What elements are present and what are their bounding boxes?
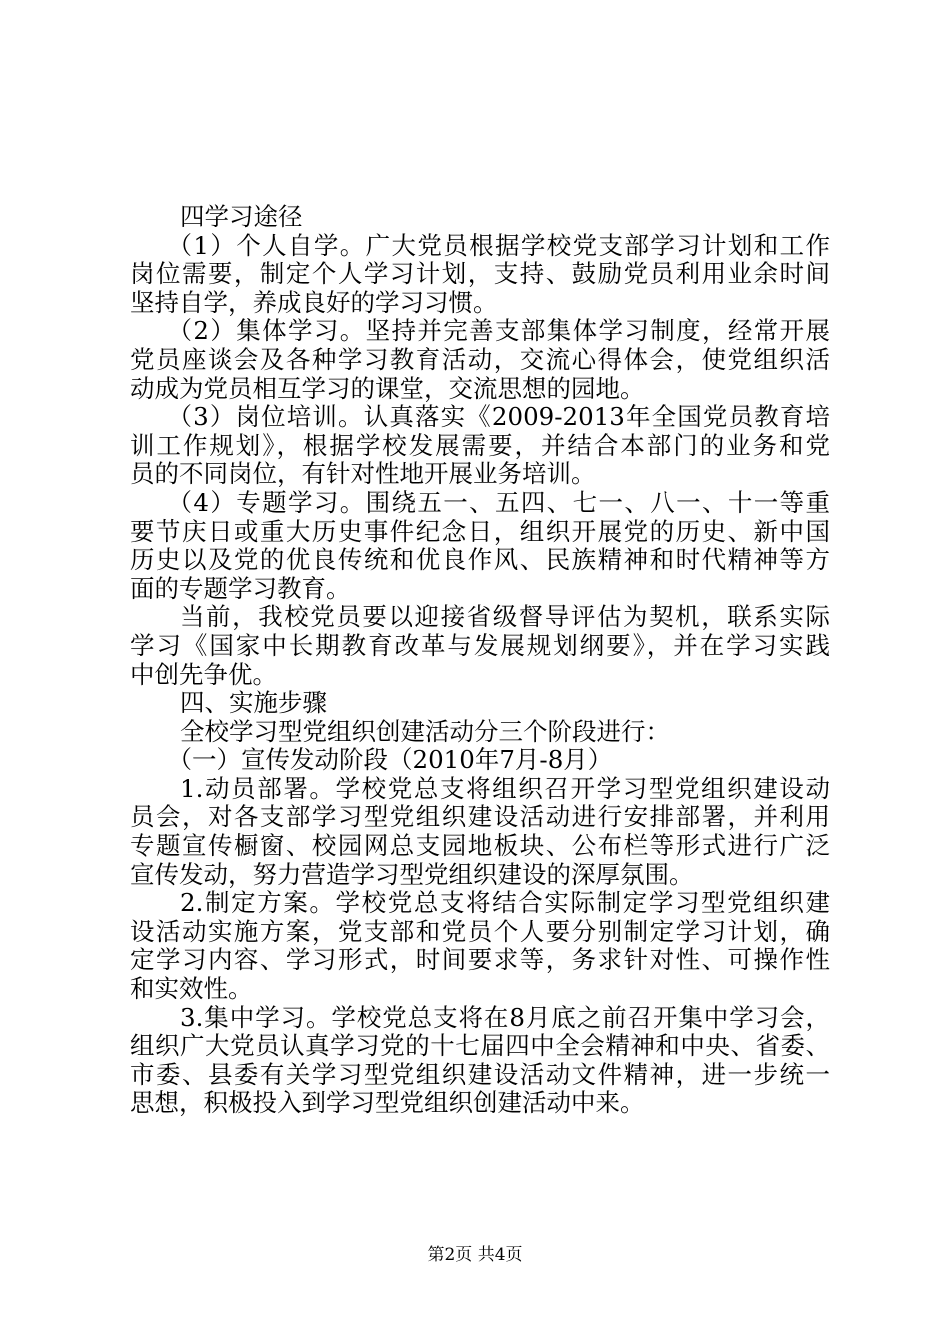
text-line: 组织广大党员认真学习党的十七届四中全会精神和中央、省委、 xyxy=(130,1031,830,1061)
text-line: 四、实施步骤 xyxy=(180,688,327,718)
text-line: （3）岗位培训。认真落实《2009-2013年全国党员教育培 xyxy=(167,402,830,432)
text-line: 员会，对各支部学习型党组织建设活动进行安排部署，并利用 xyxy=(130,802,830,832)
text-line: 坚持自学，养成良好的学习习惯。 xyxy=(130,287,498,317)
text-line: 岗位需要，制定个人学习计划，支持、鼓励党员利用业余时间 xyxy=(130,259,830,289)
text-line: 市委、县委有关学习型党组织建设活动文件精神，进一步统一 xyxy=(130,1059,830,1089)
text-line: 学习《国家中长期教育改革与发展规划纲要》，并在学习实践 xyxy=(130,630,830,660)
text-line: 当前，我校党员要以迎接省级督导评估为契机，联系实际 xyxy=(180,602,830,632)
text-line: 3.集中学习。学校党总支将在8月底之前召开集中学习会， xyxy=(180,1002,830,1032)
text-line: 1.动员部署。学校党总支将组织召开学习型党组织建设动 xyxy=(180,773,830,803)
text-line: 专题宣传橱窗、校园网总支园地板块、公布栏等形式进行广泛 xyxy=(130,831,830,861)
text-line: 宣传发动，努力营造学习型党组织建设的深厚氛围。 xyxy=(130,859,694,889)
text-line: 员的不同岗位，有针对性地开展业务培训。 xyxy=(130,459,596,489)
text-line: 动成为党员相互学习的课堂，交流思想的园地。 xyxy=(130,373,645,403)
text-line: （1）个人自学。广大党员根据学校党支部学习计划和工作 xyxy=(167,230,830,260)
text-line: 中创先争优。 xyxy=(130,659,277,689)
text-line: 2.制定方案。学校党总支将结合实际制定学习型党组织建 xyxy=(180,888,830,918)
text-line: （4）专题学习。围绕五一、五四、七一、八一、十一等重 xyxy=(167,487,830,517)
text-line: 要节庆日或重大历史事件纪念日，组织开展党的历史、新中国 xyxy=(130,516,830,546)
page-footer xyxy=(0,1245,950,1265)
text-line: 设活动实施方案，党支部和党员个人要分别制定学习计划，确 xyxy=(130,916,830,946)
text-line: 党员座谈会及各种学习教育活动，交流心得体会，使党组织活 xyxy=(130,344,830,374)
text-line: 面的专题学习教育。 xyxy=(130,573,351,603)
text-line: 历史以及党的优良传统和优良作风、民族精神和时代精神等方 xyxy=(130,545,830,575)
page-number: 第2页 共4页 xyxy=(427,1245,523,1265)
text-line: 训工作规划》，根据学校发展需要，并结合本部门的业务和党 xyxy=(130,430,830,460)
text-line: 全校学习型党组织创建活动分三个阶段进行： xyxy=(180,716,670,746)
text-line: （2）集体学习。坚持并完善支部集体学习制度，经常开展 xyxy=(167,316,830,346)
document-body xyxy=(130,203,830,1118)
text-line: 和实效性。 xyxy=(130,974,253,1004)
text-line: 定学习内容、学习形式，时间要求等，务求针对性、可操作性 xyxy=(130,945,830,975)
text-line: 思想，积极投入到学习型党组织创建活动中来。 xyxy=(130,1088,645,1118)
text-line: （一）宣传发动阶段（2010年7月-8月） xyxy=(167,745,613,775)
text-line: 四学习途径 xyxy=(180,202,303,231)
